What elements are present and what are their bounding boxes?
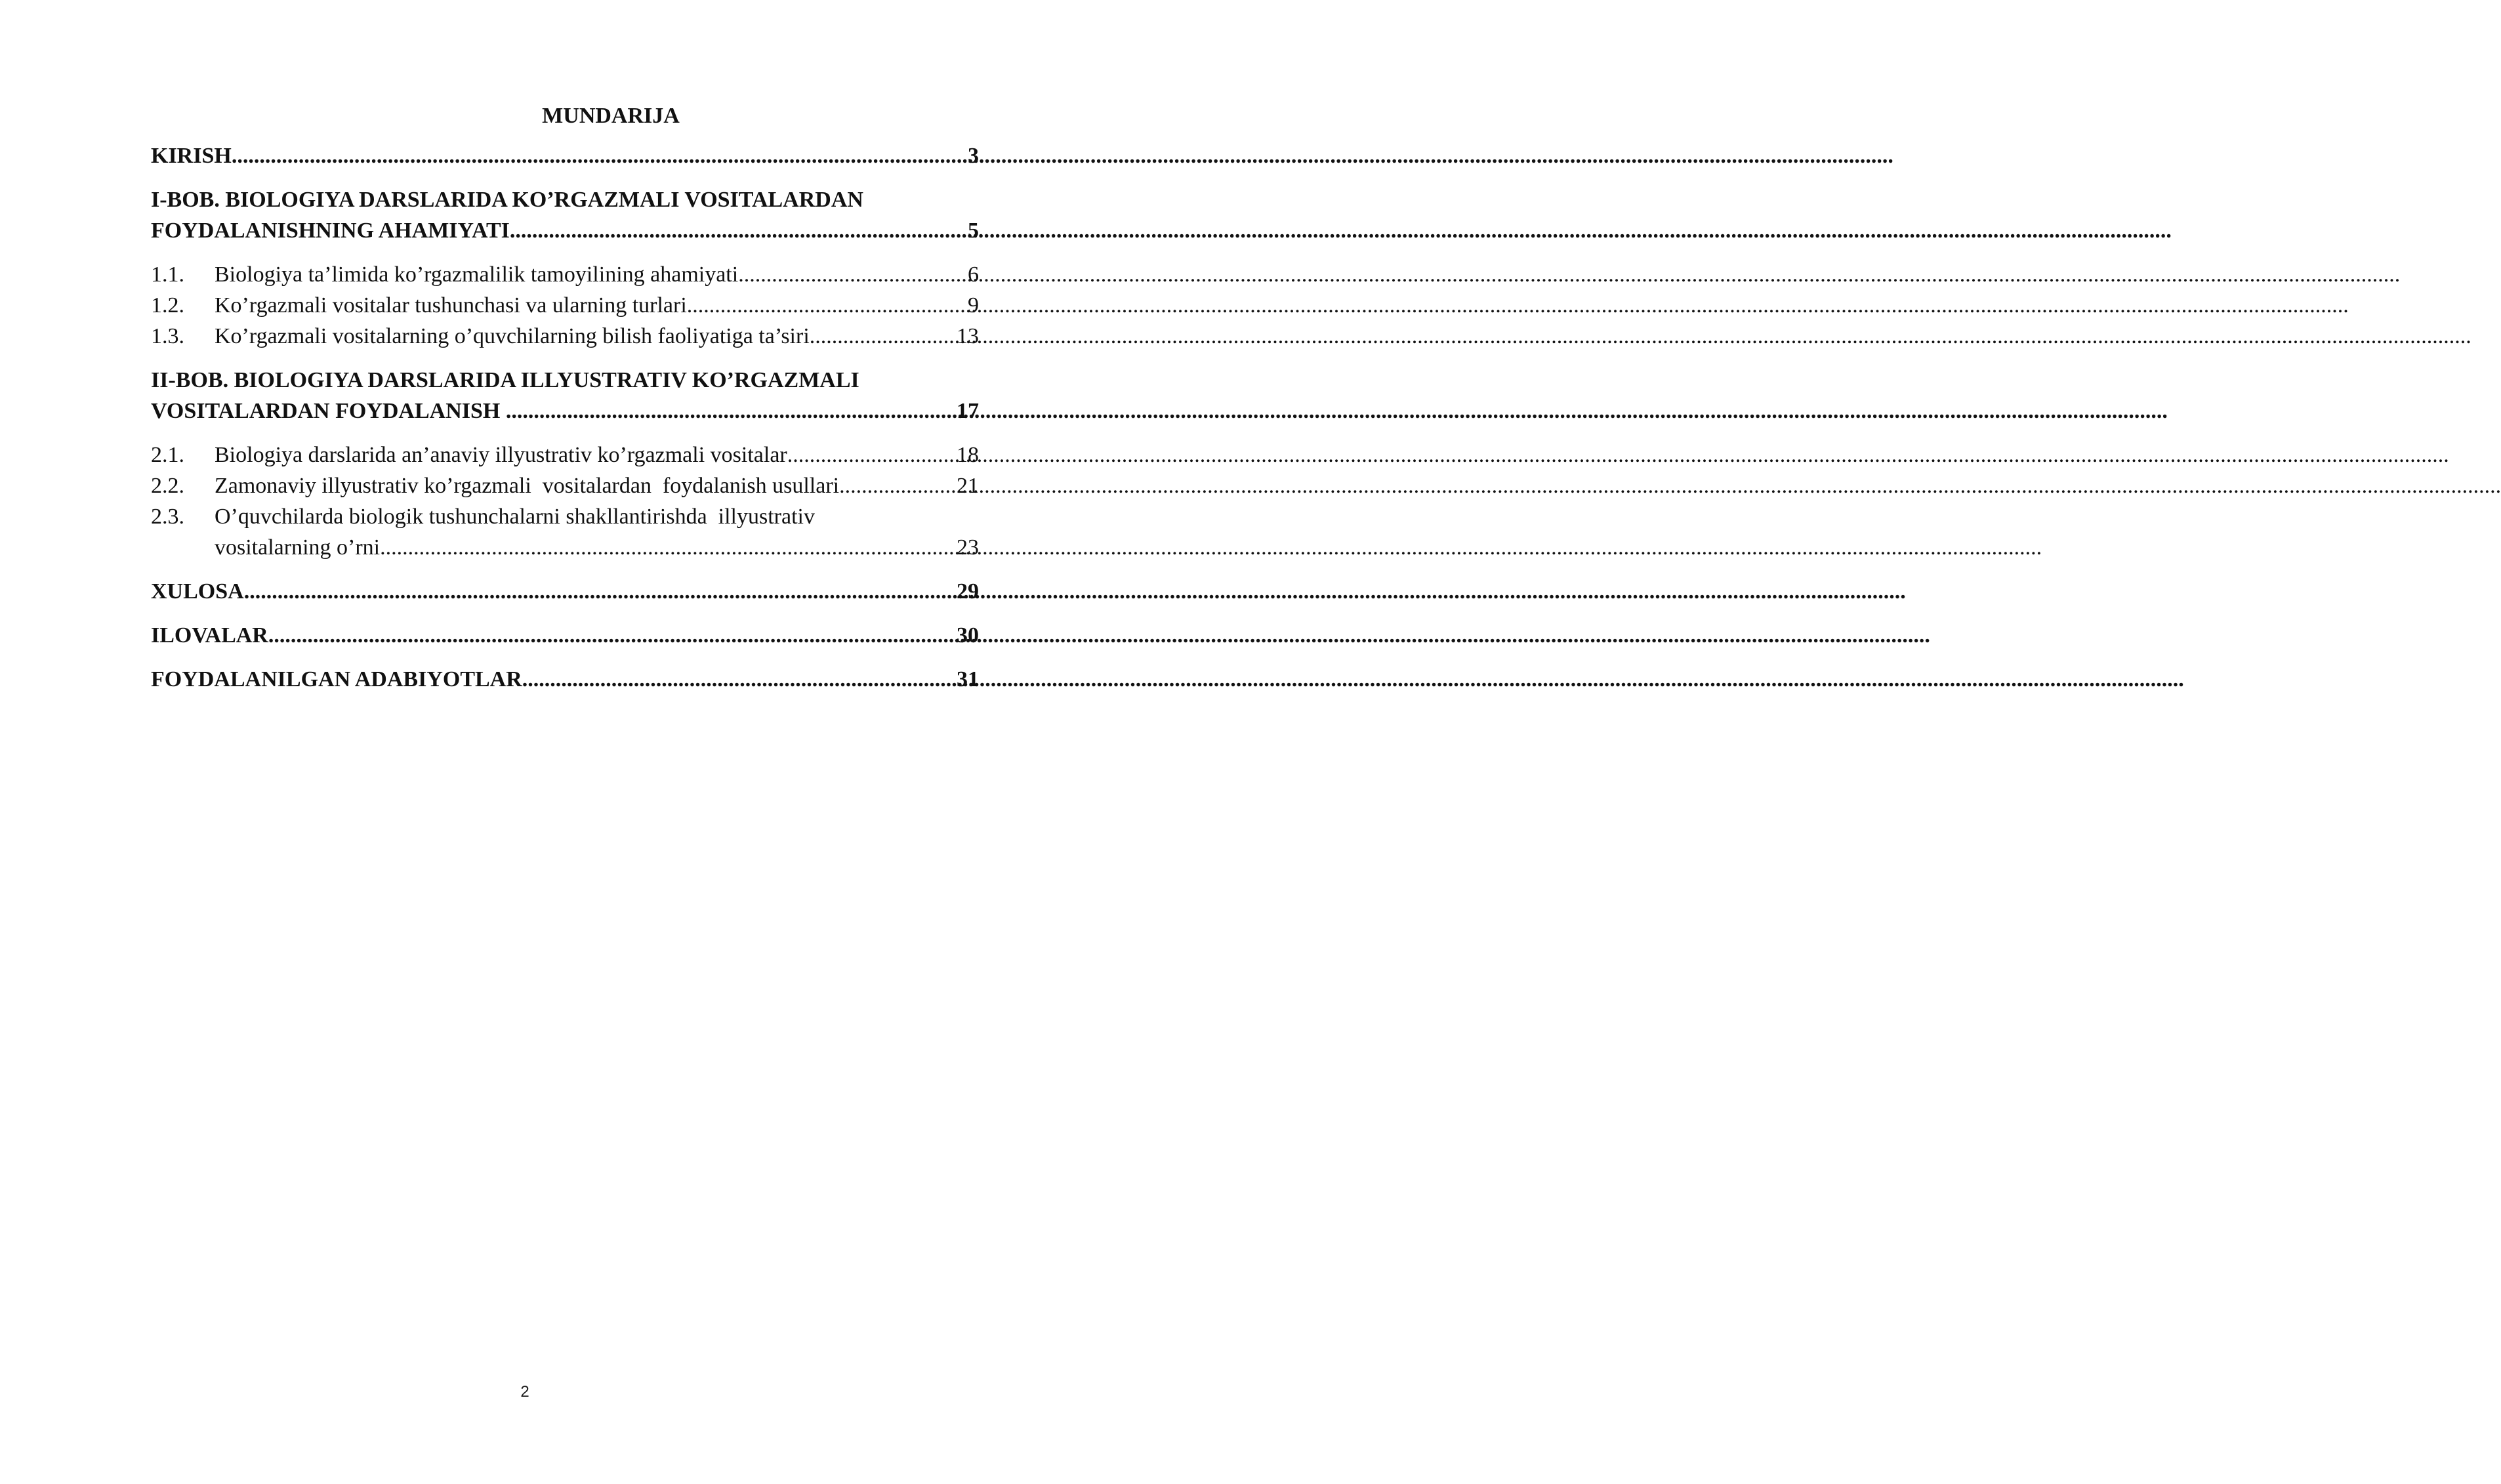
toc-entry-chapter-2[interactable] <box>151 365 979 426</box>
toc-entry-section-1-1[interactable] <box>151 259 979 290</box>
toc-entry-text: Zamonaviy illyustrativ ko’rgazmali vositalardan foydalanish usullari <box>215 474 840 498</box>
toc-section-number: 2.2. <box>151 474 184 498</box>
toc-entry-section-1-3[interactable] <box>151 321 979 352</box>
toc-page-number: 29 <box>957 579 979 604</box>
toc-page-number: 6 <box>968 262 979 287</box>
toc-entry-section-1-2[interactable] <box>151 290 979 321</box>
toc-page-number: 13 <box>957 324 979 348</box>
toc-entry-ilovalar[interactable] <box>151 620 979 651</box>
toc-entry-text: Ko’rgazmali vositalarning o’quvchilarning bilish faoliyatiga ta’siri <box>215 324 810 348</box>
toc-entry-text: Biologiya darslarida an’anaviy illyustrativ ko’rgazmali vositalar <box>215 443 787 467</box>
toc-entry-chapter-1[interactable] <box>151 184 979 246</box>
dot-leader <box>687 290 968 321</box>
toc-page-number: 5 <box>968 218 979 243</box>
toc-page-number: 3 <box>968 144 979 168</box>
toc-page-number: 9 <box>968 293 979 318</box>
toc-page-number: 21 <box>957 474 979 498</box>
toc-entry-kirish[interactable] <box>151 140 979 171</box>
dot-leader <box>380 532 957 563</box>
toc-entry-text: ILOVALAR <box>151 623 268 648</box>
toc-entry-text: Ko’rgazmali vositalar tushunchasi va ularning turlari <box>215 293 687 318</box>
toc-page-number: 30 <box>957 623 979 648</box>
table-of-contents <box>151 97 979 695</box>
toc-entry-text: VOSITALARDAN FOYDALANISH <box>151 399 506 423</box>
toc-entry-text: Biologiya ta’limida ko’rgazmalilik tamoyilining ahamiyati <box>215 262 739 287</box>
toc-entry-section-2-2[interactable] <box>151 470 979 501</box>
toc-section-number: 1.2. <box>151 293 184 318</box>
toc-entry-text: FOYDALANILGAN ADABIYOTLAR <box>151 667 522 691</box>
toc-section-number: 1.1. <box>151 262 184 287</box>
dot-leader <box>510 215 968 246</box>
document-page <box>0 0 1050 1484</box>
toc-entry-text: II-BOB. BIOLOGIYA DARSLARIDA ILLYUSTRATIV KO’RGAZMALI <box>151 368 859 392</box>
toc-entry-text: XULOSA <box>151 579 244 604</box>
toc-page-number: 17 <box>957 399 979 423</box>
toc-entry-text: I-BOB. BIOLOGIYA DARSLARIDA KO’RGAZMALI VOSITALARDAN <box>151 188 863 212</box>
dot-leader <box>232 140 968 171</box>
toc-entry-section-2-3[interactable] <box>151 501 979 563</box>
dot-leader <box>787 440 957 470</box>
toc-section-number: 2.3. <box>151 505 184 529</box>
toc-page-number: 23 <box>957 535 979 560</box>
toc-entry-text-continued: vositalarning o’rni <box>215 535 381 560</box>
dot-leader <box>738 259 968 290</box>
toc-section-number: 1.3. <box>151 324 184 348</box>
toc-entry-xulosa[interactable] <box>151 576 979 607</box>
toc-entry-text: FOYDALANISHNING AHAMIYATI <box>151 218 510 243</box>
dot-leader <box>522 664 957 695</box>
page-number-footer: 2 <box>520 1383 529 1401</box>
toc-entry-text: O’quvchilarda biologik tushunchalarni shakllantirishda illyustrativ <box>215 505 815 529</box>
dot-leader <box>268 620 957 651</box>
dot-leader <box>839 470 957 501</box>
dot-leader <box>244 576 957 607</box>
toc-page-number: 18 <box>957 443 979 467</box>
toc-title: MUNDARIJA <box>542 104 680 128</box>
toc-section-number: 2.1. <box>151 443 184 467</box>
toc-entry-text: KIRISH <box>151 144 232 168</box>
dot-leader <box>810 321 957 352</box>
toc-page-number: 31 <box>957 667 979 691</box>
toc-entry-section-2-1[interactable] <box>151 440 979 470</box>
toc-entry-adabiyotlar[interactable] <box>151 664 979 695</box>
dot-leader <box>506 396 957 426</box>
